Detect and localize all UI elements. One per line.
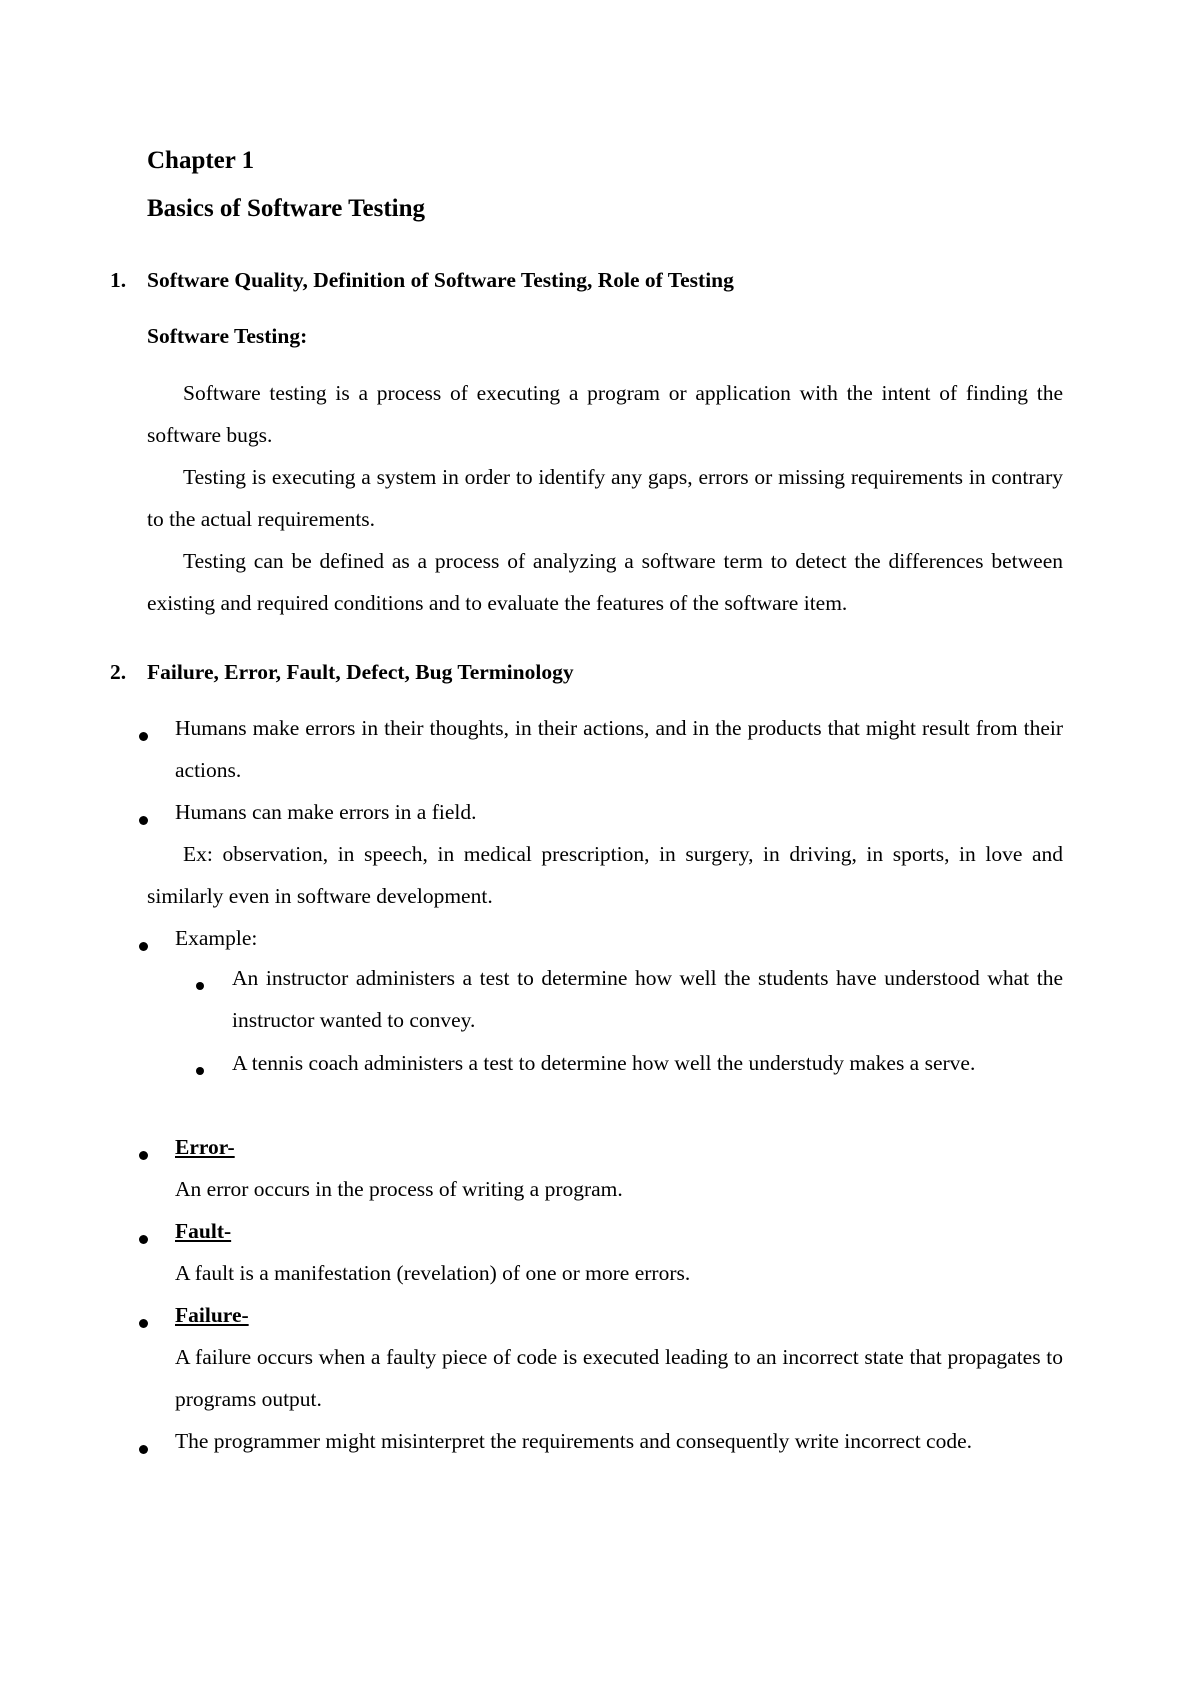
list-item: Humans can make errors in a field. xyxy=(175,800,477,824)
chapter-title: Basics of Software Testing xyxy=(147,195,426,222)
bullet-icon xyxy=(139,942,148,951)
bullet-icon xyxy=(139,1151,148,1160)
term-label: Error- xyxy=(175,1135,235,1159)
section-number: 2. xyxy=(110,660,127,684)
bullet-icon xyxy=(139,816,148,825)
bullet-icon xyxy=(139,1235,148,1244)
bullet-icon xyxy=(139,1445,148,1454)
term-label: Failure- xyxy=(175,1303,249,1327)
term-failure xyxy=(175,1294,1063,1336)
paragraph: Software testing is a process of executing a program or application with the intent of finding the software bugs. xyxy=(147,381,1063,447)
term-definition: An error occurs in the process of writing a program. xyxy=(175,1177,623,1201)
section-title: Failure, Error, Fault, Defect, Bug Terminology xyxy=(147,660,574,684)
list-item: The programmer might misinterpret the requirements and consequently write incorrect code. xyxy=(175,1429,973,1453)
section-number: 1. xyxy=(110,268,127,292)
example-paragraph: Ex: observation, in speech, in medical prescription, in surgery, in driving, in sports, in love and similarly even in software development. xyxy=(147,842,1063,908)
bullet-icon xyxy=(196,982,204,990)
paragraph: Testing is executing a system in order to identify any gaps, errors or missing requirements in contrary to the actual requirements. xyxy=(147,465,1063,531)
term-definition: A failure occurs when a faulty piece of code is executed leading to an incorrect state that propagates to programs output. xyxy=(175,1345,1063,1411)
bullet-icon xyxy=(139,1319,148,1328)
bullet-icon xyxy=(139,732,148,741)
bullet-icon xyxy=(196,1067,204,1075)
term-definition: A fault is a manifestation (revelation) of one or more errors. xyxy=(175,1261,691,1285)
subheading-software-testing: Software Testing: xyxy=(147,324,308,348)
list-item: Example: xyxy=(175,926,258,950)
chapter-label: Chapter 1 xyxy=(147,147,255,174)
term-label: Fault- xyxy=(175,1219,232,1243)
sub-list-item: A tennis coach administers a test to determine how well the understudy makes a serve. xyxy=(232,1051,976,1075)
term-error xyxy=(175,1126,1063,1168)
term-fault xyxy=(175,1210,1063,1252)
paragraph: Testing can be defined as a process of analyzing a software term to detect the differences between existing and required conditions and to evaluate the features of the software item. xyxy=(147,549,1063,615)
sub-list-item: An instructor administers a test to determine how well the students have understood what the instructor wanted to convey. xyxy=(232,966,1063,1032)
section-title: Software Quality, Definition of Software Testing, Role of Testing xyxy=(147,268,734,292)
list-item: Humans make errors in their thoughts, in their actions, and in the products that might result from their actions. xyxy=(175,716,1063,782)
